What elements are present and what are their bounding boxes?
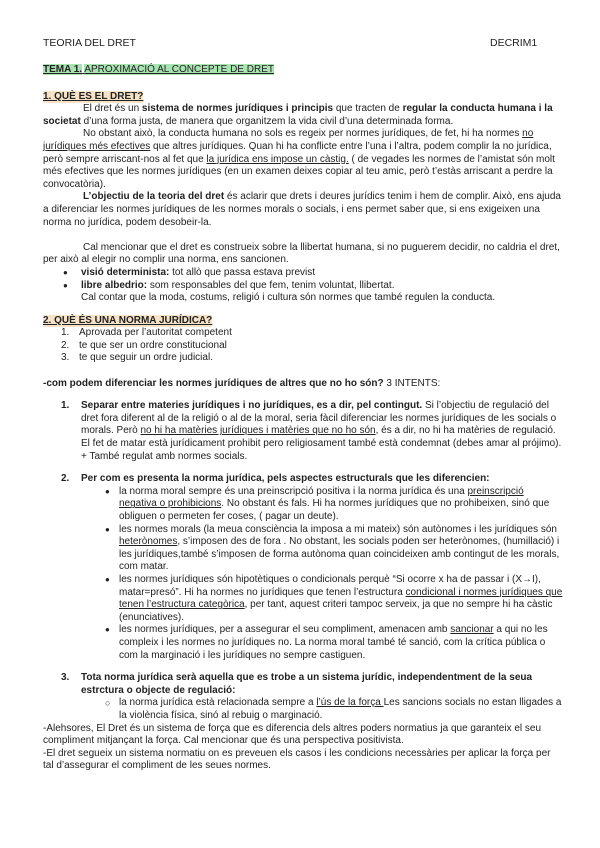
numbered-list (43, 327, 563, 365)
paragraph: -El dret segueix un sistema normatiu on es preveuen els casos i les condicions necessàries per aplicar la força per tal d’assegurar el compliment de les seues normes. (43, 747, 551, 772)
theme-line (43, 64, 563, 77)
list-item: ● les normes jurídiques són hipotètiques o condicionals perquè “Si ocorre x ha de passar i (X→I), matar=presó”. Hi ha normes no jurídiques que tenen l’estructura condicional i normes jurídiques que tenen l’estructura categòrica, per tant, aquest criteri tampoc serveix, ja que no sempre hi ha càstic (enunciatives). (101, 574, 563, 624)
list-item: 1. Aprovada per l’autoritat competent (61, 327, 232, 339)
list-item: ● la norma moral sempre és una preinscripció positiva i la norma jurídica és una preinscripció negativa o prohibicions. No obstant és fals. Hi ha normes jurídiques que no prohibeixen, sinó que obliguen o permeten fer coses, ( pagar un deute). (101, 486, 563, 524)
criterion-2: 2. Per com es presenta la norma jurídica, pels aspectes estructurals que les diferencien: ● la norma moral sempre és una preinscripció positiva i la norma jurídica és una preinscripció negativa o prohibicions. No obstant és fals. Hi ha normes jurídiques que no prohibeixen, sinó que obliguen o permeten fer coses, ( pagar un deute). ● les normes morals (la meua consciència la imposa a mi mateix) són autònomes i les jurídiques són heterònomes, s’imposen des de fora . No obstant, les socials poden ser heterònomes, (humillació) i les jurídiques,també s’imposen de forma autònoma quan coincideixen amb contingut de les morals, com matar. ● les normes jurídiques són hipotètiques o condicionals perquè “Si ocorre x ha de passar i (X→I), matar=presó”. Hi ha normes no jurídiques que tenen l’estructura condicional i normes jurídiques que tenen l’estructura categòrica, per tant, aquest criteri tampoc serveix, ja que no sempre hi ha càstic (enunciatives). ● les normes jurídiques, per a assegurar el seu compliment, amenacen amb sancionar a qui no les compleix i les normes no jurídiques no. La norma moral també té sanció, com la crítica pública o com la marginació i les jurídiques no sempre castiguen. (43, 473, 563, 662)
list-item: 3. te que seguir un ordre judicial. (61, 352, 213, 364)
paragraph: El dret és un sistema de normes jurídiques i principis que tracten de regular la conducta humana i la societat d’una forma justa, de manera que organitzem la vida civil d’una determinada forma. (43, 103, 553, 127)
question-line: -com podem diferenciar les normes jurídiques de altres que no ho són? 3 INTENTS: (43, 377, 441, 389)
paragraph: L’objectiu de la teoria del dret és aclarir que drets i deures jurídics tenim i hem de complir. Això, ens ajuda a diferenciar les normes jurídiques de les normes morals o socials, i ens permet saber que, si ens exigeixen una norma no jurídica, podem desobeir-la. (43, 191, 561, 228)
paragraph: Cal mencionar que el dret es construeix sobre la llibertat humana, si no puguerem decidir, no caldria el dret, per això al elegir no complir una norma, ens sancionen. (43, 241, 560, 266)
paragraph: -Alehsores, El Dret és un sistema de força que es diferencia dels altres poders normatius ja que garanteix el seu compliment mitjançant la força. Cal mencionar que és una perspectiva positivista. (43, 722, 542, 747)
section-2-heading: 2. QUÈ ÉS UNA NORMA JURÍDICA? (43, 314, 213, 326)
paragraph: Cal contar que la moda, costums, religió i cultura són normes que també regulen la conducta. (81, 292, 496, 304)
document-body (43, 64, 563, 773)
section-1-heading: 1. QUÈ ES EL DRET? (43, 90, 144, 102)
header-code: DECRIM1 (490, 37, 538, 49)
sub-bullet-list (101, 697, 563, 722)
list-item: ● les normes morals (la meua consciència la imposa a mi mateix) són autònomes i les jurídiques són heterònomes, s’imposen des de fora . No obstant, les socials poden ser heterònomes, (humillació) i les jurídiques,també s’imposen de forma autònoma quan coincideixen amb contingut de les morals, com matar. (101, 524, 563, 574)
theme-label: TEMA 1. (43, 64, 83, 75)
bullet-list (43, 267, 563, 292)
list-item: 2. te que ser un ordre constitucional (61, 339, 227, 351)
criterion-3: 3. Tota norma jurídica serà aquella que es trobe a un sistema jurídic, independentment de la seua estrctura o objecte de regulació: ○ la norma jurídica està relacionada sempre a l’ús de la força Les sancions socials no estan lligades a la violència física, sinó al rebuig o marginació. (43, 672, 563, 722)
list-item: ● les normes jurídiques, per a assegurar el seu compliment, amenacen amb sancionar a qui no les compleix i les normes no jurídiques no. La norma moral també té sanció, com la crítica pública o com la marginació i les jurídiques no sempre castiguen. (101, 624, 563, 662)
criterion-1: 1. Separar entre materies jurídiques i no jurídiques, es a dir, pel contingut. Si l’objectiu de regulació del dret fora diferent al de la religió o al de la moral, seria fàcil diferenciar les normes jurídiques de les socials o morals. Però no hi ha matèries jurídiques i matèries que no ho són, és a dir, no hi ha matèries de regulació. El fet de matar està jurídicament prohibit pero religiosament també està condemnat (debes amar al prójimo). + També regulat amb normes socials. (61, 400, 562, 462)
list-item: ● visió determinista: tot allò que passa estava previst (43, 267, 563, 280)
sub-bullet-list (101, 486, 563, 662)
header-course: TEORIA DEL DRET (43, 37, 136, 49)
theme-title: APROXIMACIÓ AL CONCEPTE DE DRET (84, 64, 274, 75)
paragraph: No obstant això, la conducta humana no sols es regeix per normes jurídiques, de fet, hi ha normes no jurídiques més efectives que altres jurídiques. Quan hi ha conflicte entre l’una i l’altra, podem complir la no jurídica, però sempre arriscant-nos al fet que la jurídica ens impose un càstig. ( de vegades les normes de l’amistat són molt més efectives que les normes jurídiques (en un examen deixes copiar al teu amic, però t’estàs arriscant a perdre la convocatòria). (43, 128, 555, 190)
list-item: ● libre albedrio: som responsables del que fem, tenim voluntat, llibertat. (43, 280, 563, 293)
list-item: ○ la norma jurídica està relacionada sempre a l’ús de la força Les sancions socials no estan lligades a la violència física, sinó al rebuig o marginació. (101, 697, 563, 722)
